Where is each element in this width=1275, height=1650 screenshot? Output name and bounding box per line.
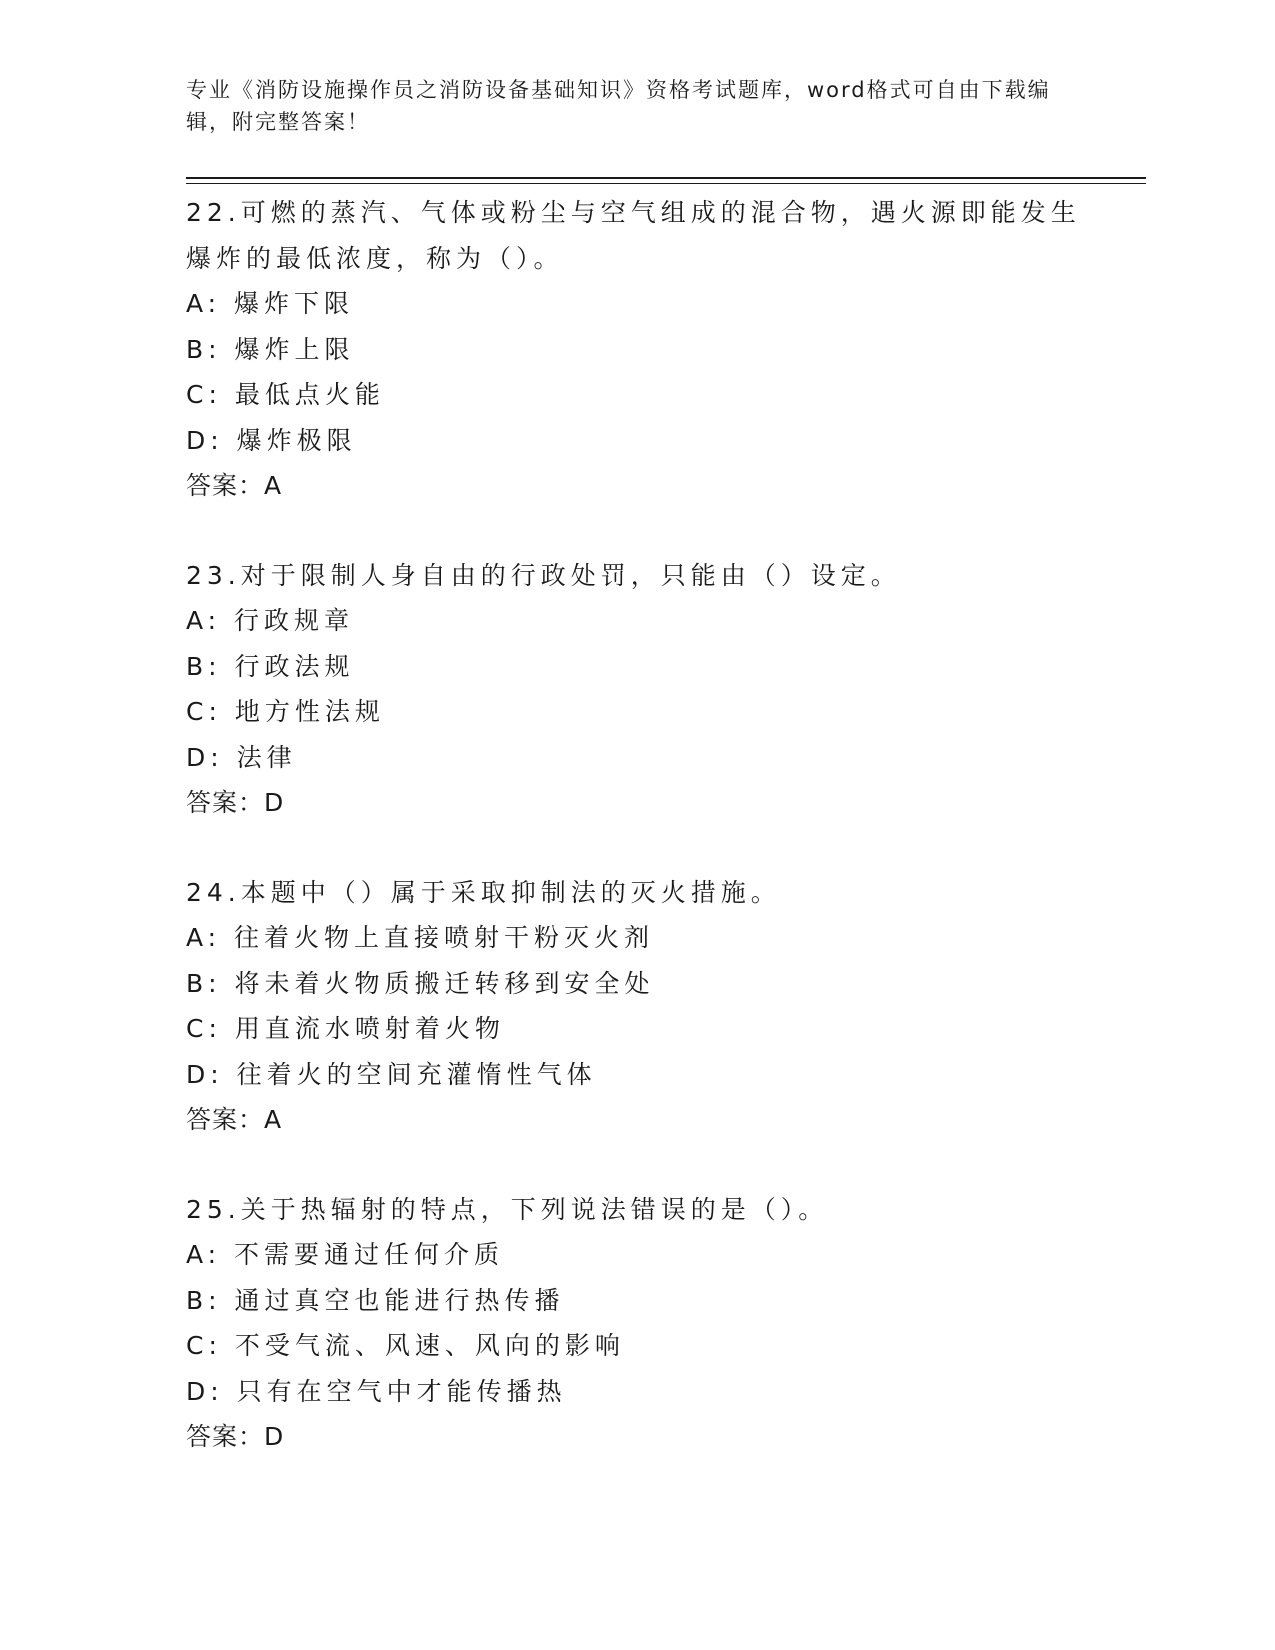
question-24 <box>186 870 1086 1143</box>
answer: 答案：A <box>186 471 283 500</box>
answer: 答案：A <box>186 1105 283 1134</box>
option-c: C: 用直流水喷射着火物 <box>186 1014 505 1043</box>
question-stem: 25.关于热辐射的特点，下列说法错误的是（）。 <box>186 1194 829 1224</box>
option-a: A: 往着火物上直接喷射干粉灭火剂 <box>186 923 655 952</box>
option-b: B: 爆炸上限 <box>186 334 355 364</box>
header-divider-thin <box>186 183 1146 184</box>
option-d: D: 往着火的空间充灌惰性气体 <box>186 1059 597 1089</box>
option-d: D: 爆炸极限 <box>186 425 357 455</box>
option-c: C: 地方性法规 <box>186 697 385 726</box>
question-list <box>186 190 1086 1504</box>
option-d: D: 法律 <box>186 742 297 772</box>
question-stem: 22.可燃的蒸汽、气体或粉尘与空气组成的混合物，遇火源即能发生爆炸的最低浓度，称为（）。 <box>186 198 1081 273</box>
header-divider-thick <box>186 177 1146 179</box>
question-stem: 24.本题中（）属于采取抑制法的灭火措施。 <box>186 877 781 907</box>
option-d: D: 只有在空气中才能传播热 <box>186 1376 567 1406</box>
page-header-text: 专业《消防设施操作员之消防设备基础知识》资格考试题库，word格式可自由下载编辑，附完整答案！ <box>186 78 1051 134</box>
option-b: B: 行政法规 <box>186 651 355 681</box>
option-a: A: 行政规章 <box>186 606 355 635</box>
question-25 <box>186 1187 1086 1460</box>
option-b: B: 将未着火物质搬迁转移到安全处 <box>186 968 655 998</box>
option-a: A: 不需要通过任何介质 <box>186 1240 505 1269</box>
option-a: A: 爆炸下限 <box>186 289 355 318</box>
option-b: B: 通过真空也能进行热传播 <box>186 1285 565 1315</box>
answer: 答案：D <box>186 1422 285 1451</box>
option-c: C: 不受气流、风速、风向的影响 <box>186 1331 625 1360</box>
question-22 <box>186 190 1086 509</box>
option-c: C: 最低点火能 <box>186 380 385 409</box>
answer: 答案：D <box>186 788 285 817</box>
question-23 <box>186 553 1086 826</box>
question-stem: 23.对于限制人身自由的行政处罚，只能由（）设定。 <box>186 560 901 590</box>
